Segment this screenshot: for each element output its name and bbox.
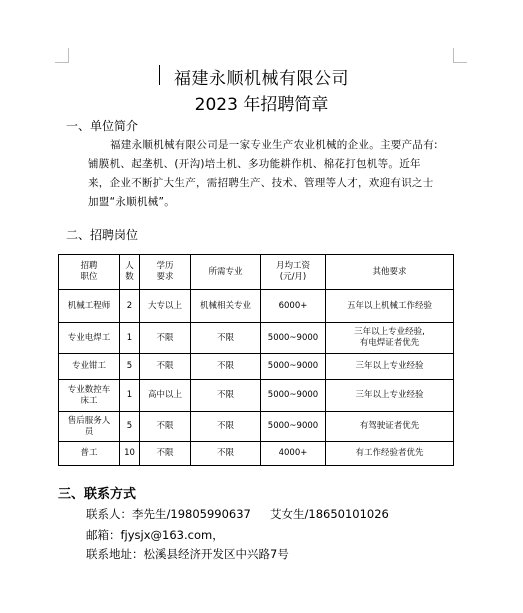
cell: 不限 [191,323,261,354]
cell: 6000+ [261,290,326,323]
company-title: 福建永顺机械有限公司 [174,69,349,89]
cell: 不限 [191,354,261,380]
intro-line-4: 加盟“永顺机械”。 [88,196,176,208]
header-count: 人 数 [120,255,140,290]
header-salary: 月均工资 (元/月) [261,255,326,290]
section-heading-jobs: 二、招聘岗位 [66,228,139,242]
cell: 5000~9000 [261,412,326,442]
jobs-table [58,254,454,466]
header-position: 招聘 职位 [59,255,120,290]
cell: 专业电焊工 [59,323,120,354]
cell: 售后服务人 员 [59,412,120,442]
intro-line-1: 福建永顺机械有限公司是一家专业生产农业机械的企业。主要产品有: [110,139,438,151]
cell: 不限 [140,323,191,354]
cell: 五年以上机械工作经验 [326,290,454,323]
cell: 1 [120,323,140,354]
cell: 机械工程师 [59,290,120,323]
cell: 5000~9000 [261,354,326,380]
cell: 5000~9000 [261,380,326,412]
header-education: 学历 要求 [140,255,191,290]
cell: 高中以上 [140,380,191,412]
cell: 大专以上 [140,290,191,323]
cell: 不限 [140,442,191,466]
intro-line-3: 来，企业不断扩大生产，需招聘生产、技术、管理等人才，欢迎有识之士 [88,177,434,189]
cell: 普工 [59,442,120,466]
contact-person-2: 艾女生/18650101026 [270,507,389,521]
contact-address: 联系地址：松溪县经济开发区中兴路7号 [86,547,289,561]
contact-person-1: 联系人：李先生/19805990637 [86,507,251,521]
cell: 2 [120,290,140,323]
cell: 专业钳工 [59,354,120,380]
cell: 不限 [191,442,261,466]
header-major: 所需专业 [191,255,261,290]
table-row [59,290,454,323]
table-row [59,323,454,354]
contact-email: 邮箱：fjysjx@163.com， [86,528,224,542]
doc-subtitle: 2023 年招聘简章 [194,95,329,115]
cell: 机械相关专业 [191,290,261,323]
corner-mark-tr-h [453,62,467,63]
cell: 三年以上专业经验 [326,354,454,380]
cell: 不限 [140,354,191,380]
cell: 三年以上专业经验 [326,380,454,412]
table-header-row [59,255,454,290]
cell: 不限 [191,412,261,442]
cell: 三年以上专业经验, 有电焊证者优先 [326,323,454,354]
corner-mark-tl-v [68,48,69,62]
cell: 有工作经验者优先 [326,442,454,466]
header-other: 其他要求 [326,255,454,290]
section-heading-intro: 一、单位简介 [66,119,139,133]
corner-mark-tr-v [453,48,454,62]
cell: 10 [120,442,140,466]
intro-line-2: 铺膜机、起垄机、(开沟)培土机、多功能耕作机、棉花打包机等。近年 [88,158,421,170]
table-row [59,380,454,412]
cell: 专业数控车 床工 [59,380,120,412]
table-row [59,442,454,466]
cell: 5 [120,412,140,442]
cell: 不限 [140,412,191,442]
cell: 不限 [191,380,261,412]
corner-mark-tl-h [55,62,69,63]
cell: 1 [120,380,140,412]
cell: 4000+ [261,442,326,466]
section-heading-contact: 三、联系方式 [58,487,137,502]
cell: 有驾驶证者优先 [326,412,454,442]
cell: 5 [120,354,140,380]
table-row [59,354,454,380]
table-row [59,412,454,442]
cell: 5000~9000 [261,323,326,354]
